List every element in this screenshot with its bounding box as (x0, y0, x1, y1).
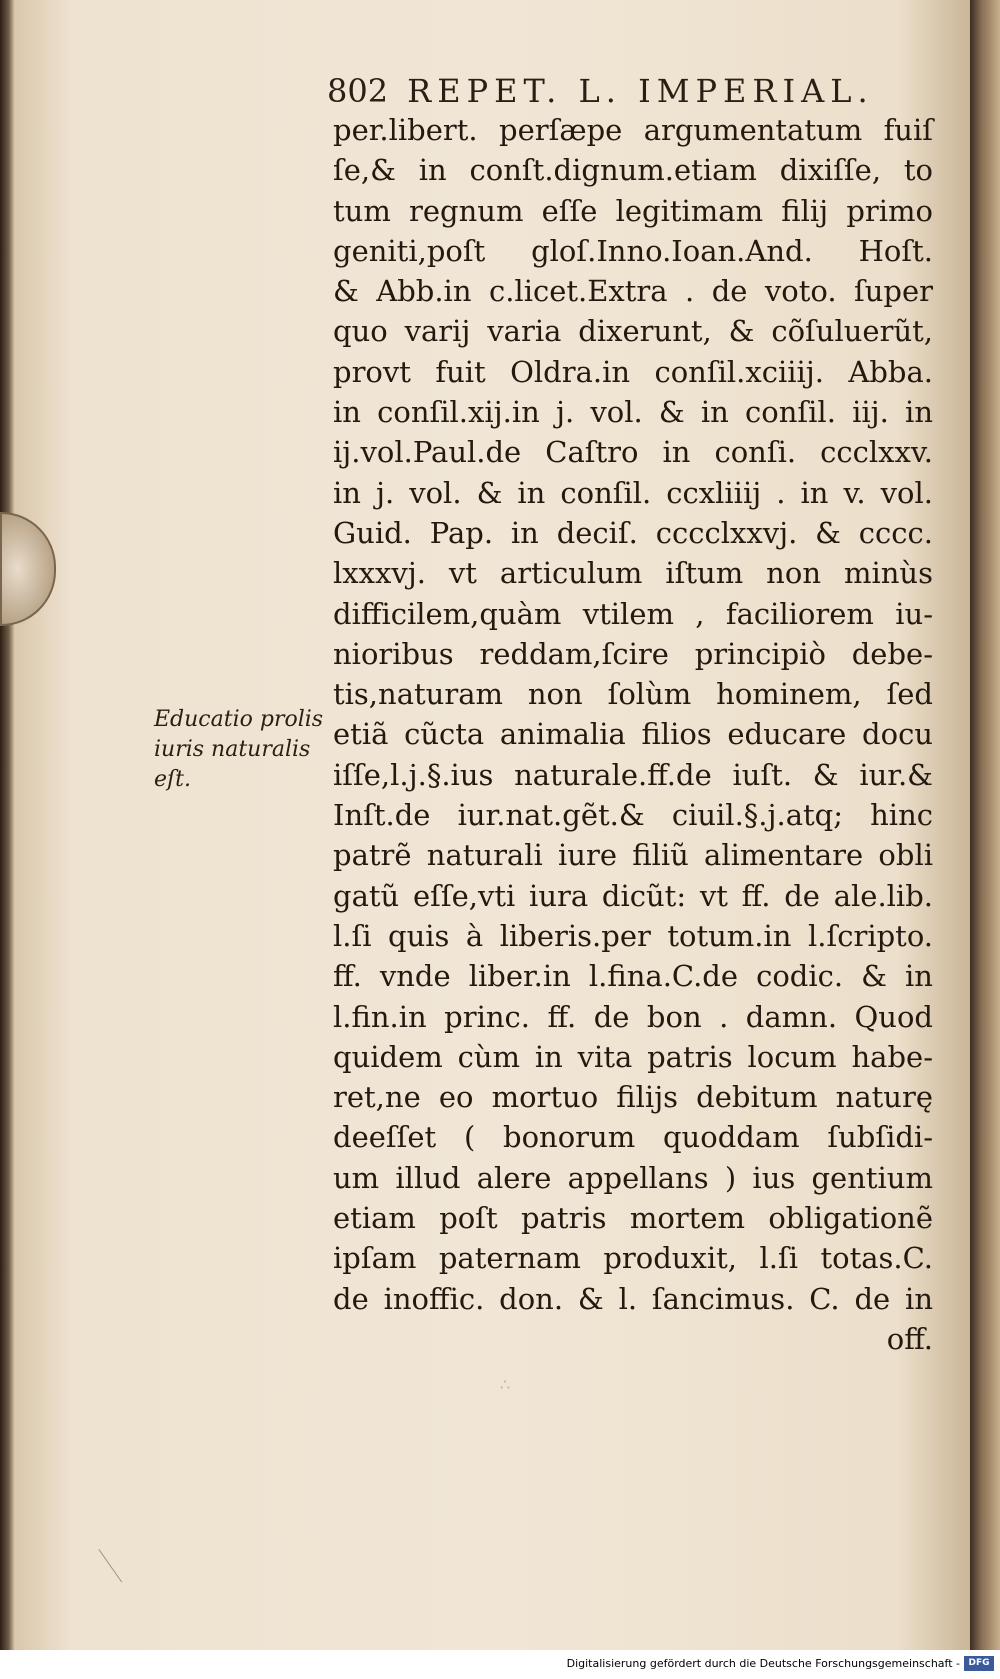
text-line: in j. vol. & in conſil. ccxliiij . in v. vol. (333, 475, 933, 510)
text-line: ij.vol.Paul.de Caſtro in conſi. ccclxxv. (333, 435, 933, 470)
text-line: ret,ne eo mortuo filijs debitum naturę (333, 1080, 933, 1115)
funding-credit: Digitalisierung gefördert durch die Deutsche Forschungsgemeinschaft - (566, 1657, 960, 1670)
text-line: & Abb.in c.licet.Extra . de voto. ſuper (333, 274, 933, 309)
text-line: quo varij varia dixerunt, & cõſuluerũt, (333, 314, 933, 349)
facing-page-edge (970, 0, 1000, 1650)
text-line: nioribus reddam,ſcire principiò debe- (333, 636, 933, 671)
dfg-logo: DFG (964, 1656, 994, 1671)
marginal-note-line: Educatio prolis (154, 707, 324, 732)
main-text-block (333, 110, 933, 1359)
digitization-footer (0, 1650, 1000, 1679)
text-line: um illud alere appellans ) ius gentium (333, 1160, 933, 1195)
book-binding-edge (0, 0, 14, 1650)
text-line: gatũ eſſe,vti iura dicũt: vt ff. de ale.lib. (333, 878, 933, 913)
text-line: l.fin.in princ. ff. de bon . damn. Quod (333, 999, 933, 1034)
text-line: Guid. Pap. in deciſ. cccclxxvj. & cccc. (333, 515, 933, 550)
text-line: in conſil.xij.in j. vol. & in conſil. iij. in (333, 395, 933, 430)
text-line: Inſt.de iur.nat.gẽt.& ciuil.§.j.atq; hinc (333, 798, 933, 833)
text-line: geniti,poſt gloſ.Inno.Ioan.And. Hoſt. (333, 233, 933, 268)
text-line: off. (886, 1321, 933, 1356)
marginal-note-line: iuris naturalis (154, 737, 311, 762)
text-line: quidem cùm in vita patris locum habe- (333, 1039, 933, 1074)
text-line: deeſſet ( bonorum quoddam ſubſidi- (333, 1120, 933, 1155)
text-line: ff. vnde liber.in l.fina.C.de codic. & in (333, 959, 933, 994)
text-line: patrẽ naturali iure filiũ alimentare obli (333, 838, 933, 873)
running-title: REPET. L. IMPERIAL. (407, 72, 874, 110)
page-ornament: ∴ (500, 1375, 511, 1394)
marginal-note (154, 705, 326, 795)
text-line: etiam poſt patris mortem obligationẽ (333, 1201, 933, 1236)
text-line: tis,naturam non ſolùm hominem, ſed (333, 677, 933, 712)
text-line: l.ſi quis à liberis.per totum.in l.ſcripto. (333, 918, 933, 953)
text-line: de inoffic. don. & l. ſancimus. C. de in (333, 1281, 933, 1316)
page-number: 802 (327, 72, 389, 110)
text-line: per.libert. perſæpe argumentatum fuiſ (333, 113, 933, 147)
text-line: ipſam paternam produxit, l.ſi totas.C. (333, 1241, 933, 1276)
text-line: difficilem,quàm vtilem , faciliorem iu- (333, 596, 933, 631)
marginal-note-line: eſt. (154, 767, 191, 792)
text-line: provt fuit Oldra.in conſil.xciiij. Abba. (333, 354, 933, 389)
text-line: iſſe,l.j.§.ius naturale.ff.de iuſt. & iur.& (333, 757, 933, 792)
text-line: ſe,& in conſt.dignum.etiam dixiſſe, to (333, 153, 933, 188)
text-line: lxxxvj. vt articulum iſtum non minùs (333, 556, 933, 591)
text-line: tum regnum eſſe legitimam filij primo (333, 193, 933, 228)
text-line: etiã cũcta animalia filios educare docu (333, 717, 933, 752)
